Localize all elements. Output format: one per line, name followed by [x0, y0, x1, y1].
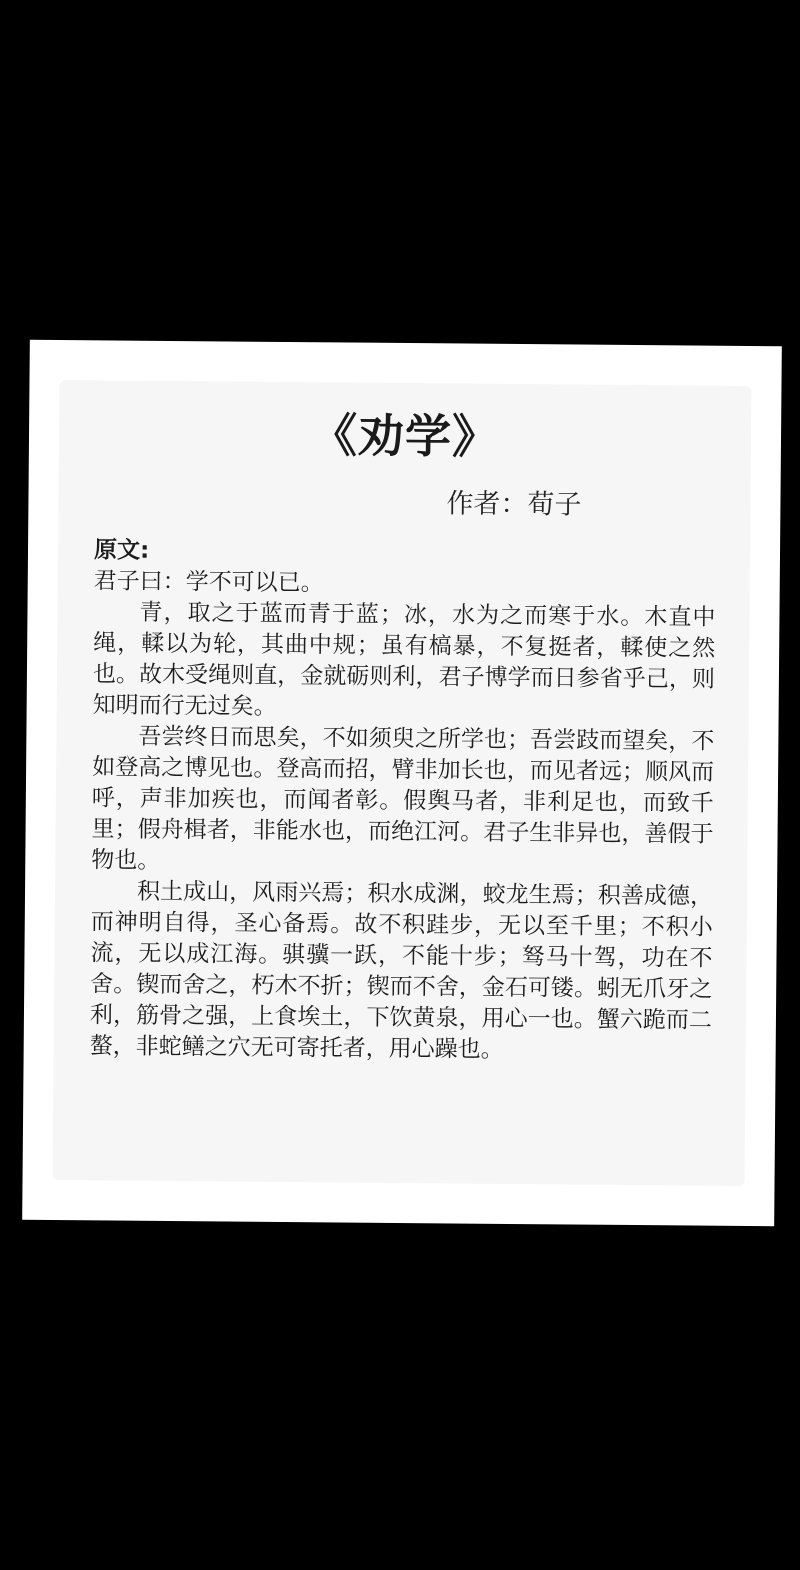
paragraph-1: 青，取之于蓝而青于蓝；冰，水为之而寒于水。木直中绳，輮以为轮，其曲中规；虽有槁暴，不复挺者，輮使之然也。故木受绳则直，金就砺则利，君子博学而日参省乎己，则知明而行无过矣。	[92, 599, 716, 720]
paper-sheet	[22, 340, 782, 1227]
paragraph-2: 吾尝终日而思矣，不如须臾之所学也；吾尝跂而望矣，不如登高之博见也。登高而招，臂非加长也，而见者远；顺风而呼，声非加疾也，而闻者彰。假舆马者，非利足也，而致千里；假舟楫者，非能水也，而绝江河。君子生非异也，善假于物也。	[91, 723, 715, 874]
opening-line: 君子曰：学不可以已。	[93, 568, 324, 597]
document-title: 《劝学》	[310, 408, 500, 464]
paragraph-3: 积土成山，风雨兴焉；积水成渊，蛟龙生焉；积善成德，而神明自得，圣心备焉。故不积跬步，无以至千里；不积小流，无以成江海。骐骥一跃，不能十步；驽马十驾，功在不舍。锲而舍之，朽木不折；锲而不舍，金石可镂。蚓无爪牙之利，筋骨之强，上食埃土，下饮黄泉，用心一也。蟹六跪而二螯，非蛇鳝之穴无可寄托者，用心躁也。	[89, 878, 714, 1063]
document-body	[90, 535, 717, 1067]
section-heading: 原文:	[93, 537, 150, 564]
author-line: 作者：荀子	[446, 488, 582, 521]
